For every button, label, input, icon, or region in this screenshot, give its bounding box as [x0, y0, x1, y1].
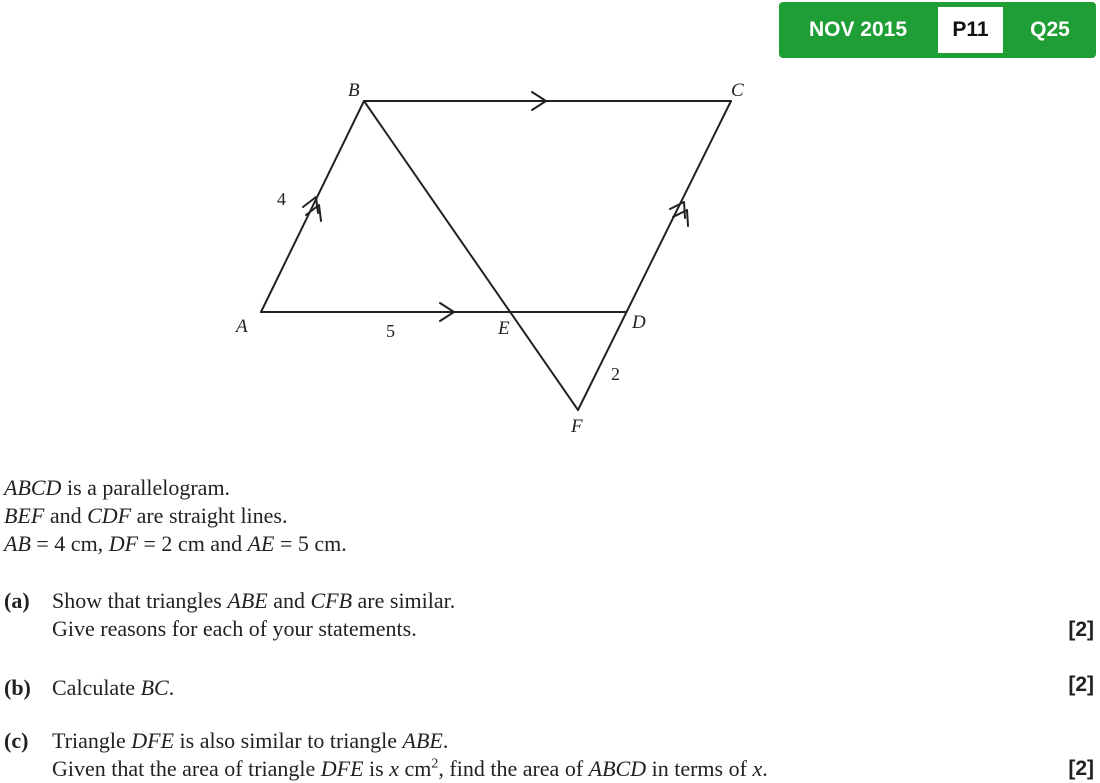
intro-text: are straight lines.: [131, 503, 288, 528]
part-a-label: (a): [4, 588, 30, 613]
part-c-text: , find the area of: [438, 756, 589, 781]
part-a-line-2: Give reasons for each of your statements.: [52, 616, 417, 641]
part-c-text: cm: [399, 756, 432, 781]
part-c-superscript: 2: [431, 756, 439, 772]
part-b-line-1: [52, 674, 174, 702]
intro-line-2: [4, 502, 288, 530]
vertex-label-e: E: [498, 318, 510, 339]
line-cf: [578, 101, 731, 410]
part-c-ref-dfe: DFE: [320, 756, 364, 781]
part-c-marks: [2]: [1068, 757, 1094, 780]
part-a-marks: [2]: [1068, 618, 1094, 641]
intro-ref-ae: AE: [247, 531, 275, 556]
intro-text: and: [44, 503, 88, 528]
badge-paper: P11: [938, 7, 1003, 53]
length-label-ab: 4: [277, 189, 286, 209]
badge-question: Q25: [1030, 18, 1070, 41]
part-c-var-x: x: [752, 756, 763, 781]
intro-text: is a parallelogram.: [61, 475, 231, 500]
badge-session: NOV 2015: [808, 18, 908, 41]
part-c-ref-abcd: ABCD: [588, 756, 647, 781]
intro-line-1: [4, 474, 230, 502]
length-label-df: 2: [611, 364, 620, 384]
part-a-text: and: [267, 588, 311, 613]
part-c-ref-abe: ABE: [402, 728, 443, 753]
part-c-text: Triangle: [52, 728, 132, 753]
part-c-text: .: [442, 728, 449, 753]
part-c-text: in terms of: [646, 756, 753, 781]
intro-ref-abcd: ABCD: [4, 475, 62, 500]
part-c-var-x: x: [389, 756, 399, 781]
intro-text: = 2 cm and: [138, 531, 248, 556]
part-b-text: Calculate: [52, 675, 141, 700]
part-b-ref-bc: BC: [140, 675, 169, 700]
part-a-ref-abe: ABE: [227, 588, 268, 613]
line-bf: [364, 101, 578, 410]
part-b-text: .: [168, 675, 175, 700]
part-b-marks: [2]: [1068, 673, 1094, 696]
intro-ref-ab: AB: [4, 531, 31, 556]
part-c-text: Given that the area of triangle: [52, 756, 321, 781]
part-c-text: is: [363, 756, 390, 781]
part-a-text: are similar.: [352, 588, 456, 613]
intro-ref-bef: BEF: [4, 503, 45, 528]
vertex-label-f: F: [571, 416, 583, 437]
intro-ref-cdf: CDF: [87, 503, 132, 528]
vertex-label-c: C: [731, 80, 744, 101]
part-c-text: .: [762, 756, 768, 781]
part-a-ref-cfb: CFB: [310, 588, 353, 613]
part-a-line-1: [52, 587, 455, 615]
intro-line-3: [4, 530, 347, 558]
length-label-ae: 5: [386, 321, 395, 341]
part-b-label: (b): [4, 675, 31, 700]
part-c-line-1: [52, 727, 448, 755]
part-c-ref-dfe: DFE: [131, 728, 175, 753]
vertex-label-a: A: [236, 316, 248, 337]
vertex-label-d: D: [632, 312, 646, 333]
part-c-label: (c): [4, 728, 29, 753]
vertex-label-b: B: [348, 80, 360, 101]
part-c-line-2: [52, 755, 768, 783]
part-c-text: is also similar to triangle: [174, 728, 403, 753]
intro-text: = 4 cm,: [30, 531, 109, 556]
intro-ref-df: DF: [108, 531, 139, 556]
intro-text: = 5 cm.: [274, 531, 347, 556]
part-a-text: Show that triangles: [52, 588, 228, 613]
